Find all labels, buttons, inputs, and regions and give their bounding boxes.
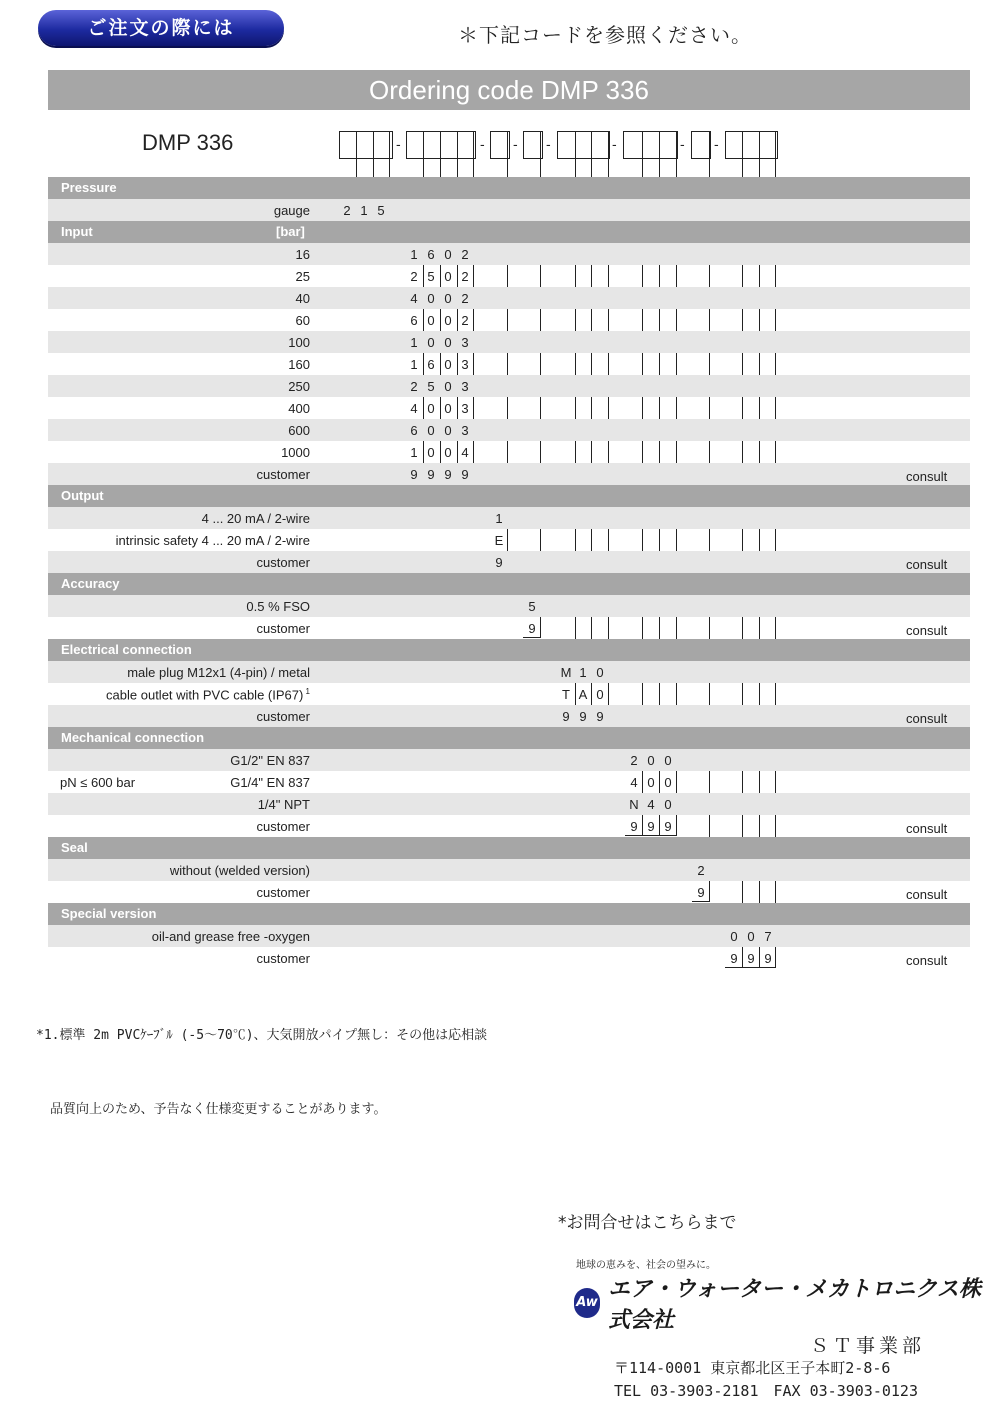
code-digit: 5 (528, 599, 536, 614)
department: ＳＴ事業部 (810, 1335, 926, 1357)
section-title: Accuracy (61, 576, 120, 591)
code-digit: 0 (647, 753, 655, 768)
option-label: customer (256, 951, 310, 966)
code-digit: 9 (630, 819, 638, 834)
code-digit: 9 (747, 951, 755, 966)
option-row (48, 617, 970, 639)
option-label: customer (256, 467, 310, 482)
code-digit: 2 (343, 203, 351, 218)
code-separator: - (396, 136, 401, 152)
section-header (48, 177, 970, 199)
code-digit: 9 (444, 467, 452, 482)
code-digit: A (578, 687, 588, 702)
option-row (48, 529, 970, 551)
code-digit: 6 (427, 247, 435, 262)
code-separator: - (612, 136, 617, 152)
option-label: cable outlet with PVC cable (IP67) $^1$ (106, 687, 310, 703)
company-logo (574, 1272, 988, 1334)
option-row (48, 947, 970, 969)
code-box (725, 131, 778, 159)
option-label: G1/2" EN 837 (230, 753, 310, 768)
section-title: Output (61, 488, 104, 503)
option-row (48, 881, 970, 903)
option-label: customer (256, 885, 310, 900)
option-label: customer (256, 819, 310, 834)
code-digit: 0 (444, 401, 452, 416)
section-header (48, 221, 970, 243)
option-label: customer (256, 555, 310, 570)
option-row (48, 441, 970, 463)
code-digit: 0 (664, 775, 672, 790)
option-label: without (welded version) (169, 863, 310, 878)
code-digit: 1 (410, 247, 418, 262)
code-digit: 7 (764, 929, 772, 944)
logo-icon: Aw (574, 1288, 600, 1318)
code-digit: 0 (427, 445, 435, 460)
code-digit: 0 (427, 335, 435, 350)
code-separator: - (513, 136, 518, 152)
code-digit: 2 (461, 247, 469, 262)
code-digit: 3 (461, 423, 469, 438)
code-digit: 9 (764, 951, 772, 966)
code-digit: 0 (647, 775, 655, 790)
order-notice-badge: ご注文の際には (38, 10, 284, 46)
section-title: Electrical connection (61, 642, 192, 657)
section-title: Pressure (61, 180, 117, 195)
code-digit: M (560, 665, 572, 680)
code-digit: 0 (444, 269, 452, 284)
code-digit: 0 (444, 445, 452, 460)
option-label: 600 (288, 423, 310, 438)
code-digit: 0 (596, 665, 604, 680)
code-digit: 9 (427, 467, 435, 482)
code-box (406, 131, 476, 159)
code-digit: 0 (427, 291, 435, 306)
quality-note: 品質向上のため、予告なく仕様変更することがあります。 (50, 1102, 387, 1117)
model-name: DMP 336 (142, 130, 234, 155)
code-box (623, 131, 678, 159)
consult-note: consult (906, 623, 948, 638)
code-digit: 5 (427, 269, 435, 284)
address-block (614, 1357, 918, 1403)
option-row (48, 265, 970, 287)
code-digit: 2 (410, 379, 418, 394)
option-row (48, 199, 970, 221)
code-digit: 1 (410, 445, 418, 460)
section-header (48, 573, 970, 595)
option-row (48, 463, 970, 485)
option-label: oil-and grease free -oxygen (151, 929, 310, 944)
code-digit: 0 (444, 423, 452, 438)
contact-lead: *お問合せはこちらまで (558, 1213, 737, 1233)
code-digit: 0 (427, 401, 435, 416)
option-row (48, 595, 970, 617)
code-digit: 9 (528, 621, 536, 636)
option-label: 160 (288, 357, 310, 372)
consult-note: consult (906, 821, 948, 836)
section-header (48, 639, 970, 661)
code-digit: 1 (410, 335, 418, 350)
section-header (48, 485, 970, 507)
option-label: male plug M12x1 (4-pin) / metal (127, 665, 310, 680)
code-separator: - (714, 136, 719, 152)
code-digit: 4 (630, 775, 638, 790)
code-digit: 1 (360, 203, 368, 218)
code-digit: 5 (377, 203, 385, 218)
code-digit: 9 (562, 709, 570, 724)
code-box (691, 131, 711, 159)
code-digit: 0 (444, 357, 452, 372)
option-label: customer (256, 709, 310, 724)
code-digit: 0 (596, 687, 604, 702)
company-name: エア・ウォーター・メカトロニクス株式会社 (607, 1277, 981, 1333)
option-label: 25 (295, 269, 310, 284)
option-label: gauge (273, 203, 310, 218)
code-digit: 0 (427, 423, 435, 438)
code-digit: 3 (461, 357, 469, 372)
option-row (48, 925, 970, 947)
code-digit: 1 (495, 511, 503, 526)
address: 〒114-0001 東京都北区王子本町2-8-6 (614, 1359, 891, 1377)
consult-note: consult (906, 711, 948, 726)
option-label: 100 (288, 335, 310, 350)
code-digit: E (494, 533, 504, 548)
code-digit: 0 (664, 797, 672, 812)
code-digit: 9 (664, 819, 672, 834)
option-row (48, 793, 970, 815)
code-digit: 4 (647, 797, 655, 812)
code-digit: 9 (730, 951, 738, 966)
option-row (48, 551, 970, 573)
code-box (557, 131, 610, 159)
option-label: 1000 (281, 445, 310, 460)
option-label: intrinsic safety 4 ... 20 mA / 2-wire (115, 533, 310, 548)
code-digit: 6 (410, 313, 418, 328)
code-digit: 1 (579, 665, 587, 680)
code-digit: 3 (461, 379, 469, 394)
option-row (48, 243, 970, 265)
option-row (48, 815, 970, 837)
consult-note: consult (906, 557, 948, 572)
company-tagline: 地球の恵みを、社会の望みに。 (576, 1260, 716, 1271)
code-digit: 1 (410, 357, 418, 372)
option-row (48, 375, 970, 397)
section-title: Input (61, 224, 93, 239)
code-digit: 9 (697, 885, 705, 900)
code-digit: 0 (427, 313, 435, 328)
option-row (48, 859, 970, 881)
option-label: 400 (288, 401, 310, 416)
consult-note: consult (906, 953, 948, 968)
code-digit: 6 (410, 423, 418, 438)
consult-note: consult (906, 887, 948, 902)
option-label: 250 (288, 379, 310, 394)
code-digit: 0 (444, 379, 452, 394)
code-digit: 9 (461, 467, 469, 482)
option-label: 60 (295, 313, 310, 328)
code-digit: 2 (461, 269, 469, 284)
option-label: 1/4" NPT (257, 797, 310, 812)
option-row (48, 353, 970, 375)
code-digit: 0 (747, 929, 755, 944)
code-digit: 0 (444, 313, 452, 328)
code-digit: 2 (461, 291, 469, 306)
code-digit: 4 (461, 445, 469, 460)
code-digit: 0 (664, 753, 672, 768)
section-header (48, 903, 970, 925)
option-row (48, 287, 970, 309)
section-header (48, 837, 970, 859)
footnote: *1.標準 2m PVCｹｰﾌﾞﾙ (-5～70℃)、大気開放パイプ無し：その他は応相談 (36, 1028, 488, 1043)
footnote-ref: 1 (303, 687, 310, 696)
option-label: 0.5 % FSO (246, 599, 310, 614)
option-row (48, 705, 970, 727)
option-row (48, 331, 970, 353)
code-digit: 0 (730, 929, 738, 944)
option-row (48, 749, 970, 771)
option-row (48, 507, 970, 529)
code-digit: 9 (579, 709, 587, 724)
code-box (339, 131, 393, 159)
section-title: Mechanical connection (61, 730, 205, 745)
option-label: G1/4" EN 837 (230, 775, 310, 790)
option-row (48, 419, 970, 441)
code-digit: 4 (410, 401, 418, 416)
consult-note: consult (906, 469, 948, 484)
unit-label: [bar] (276, 224, 305, 239)
code-digit: 0 (444, 291, 452, 306)
option-row (48, 397, 970, 419)
code-digit: 9 (647, 819, 655, 834)
pressure-limit-note: pN ≤ 600 bar (60, 775, 136, 790)
code-digit: 9 (495, 555, 503, 570)
code-digit: 3 (461, 335, 469, 350)
option-label: 40 (295, 291, 310, 306)
section-title: Special version (61, 906, 157, 921)
reference-note: ＊下記コードを参照ください。 (458, 23, 752, 47)
option-label: 4 ... 20 mA / 2-wire (201, 511, 310, 526)
code-digit: 0 (444, 335, 452, 350)
code-digit: 3 (461, 401, 469, 416)
code-digit: 2 (410, 269, 418, 284)
code-digit: T (562, 687, 570, 702)
code-digit: 0 (444, 247, 452, 262)
option-row (48, 683, 970, 705)
option-row (48, 309, 970, 331)
section-header (48, 727, 970, 749)
phone-fax: TEL 03-3903-2181 FAX 03-3903-0123 (614, 1382, 918, 1400)
ordering-code-title: Ordering code DMP 336 (48, 70, 970, 110)
code-separator: - (680, 136, 685, 152)
option-row (48, 661, 970, 683)
code-digit: 2 (630, 753, 638, 768)
code-digit: N (629, 797, 639, 812)
code-digit: 2 (461, 313, 469, 328)
code-separator: - (546, 136, 551, 152)
section-title: Seal (61, 840, 88, 855)
code-separator: - (480, 136, 485, 152)
option-row (48, 771, 970, 793)
code-digit: 6 (427, 357, 435, 372)
code-digit: 4 (410, 291, 418, 306)
code-digit: 9 (596, 709, 604, 724)
option-label: 16 (295, 247, 310, 262)
code-digit: 9 (410, 467, 418, 482)
code-digit: 5 (427, 379, 435, 394)
code-digit: 2 (697, 863, 705, 878)
option-label: customer (256, 621, 310, 636)
